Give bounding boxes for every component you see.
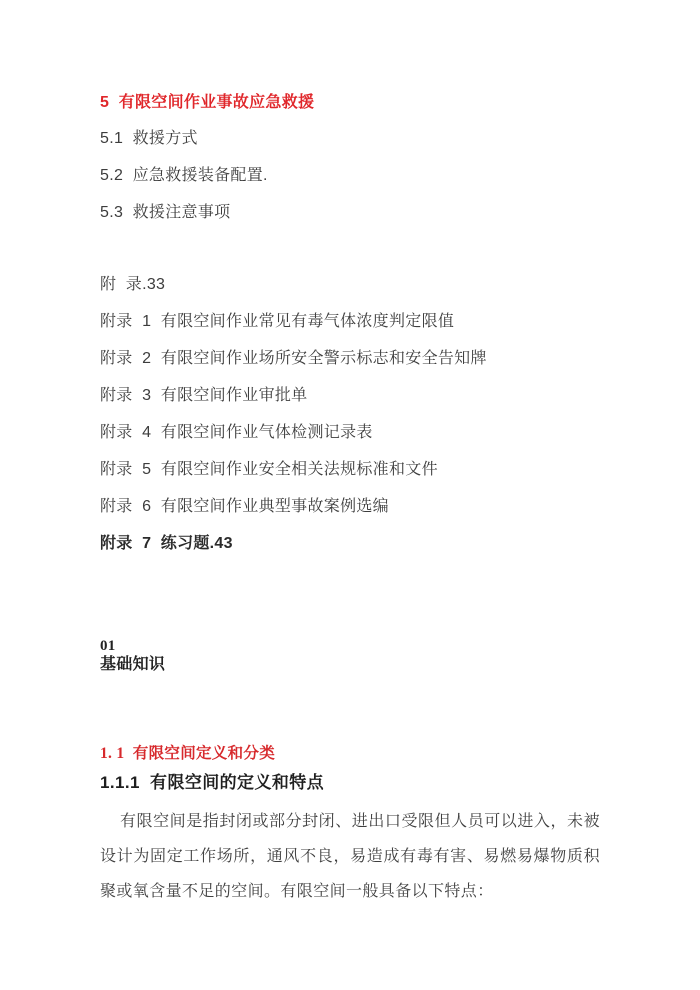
section-5-heading: 5 有限空间作业事故应急救援 <box>100 94 315 111</box>
body-paragraph: 有限空间是指封闭或部分封闭、进出口受限但人员可以进入，未被设计为固定工作场所，通风不良，易造成有毒有害、易燃易爆物质积聚或氧含量不足的空间。有限空间一般具备以下特点： <box>100 813 600 900</box>
toc-item-appendix-3: 附录 3 有限空间作业审批单 <box>100 387 308 404</box>
toc-item-appendix-root: 附 录.33 <box>100 276 166 293</box>
chapter-number: 01 <box>100 638 116 654</box>
toc-item-appendix-4: 附录 4 有限空间作业气体检测记录表 <box>100 424 373 441</box>
section-1-1-heading: 1. 1 有限空间定义和分类 <box>100 745 276 762</box>
toc-item-appendix-5: 附录 5 有限空间作业安全相关法规标准和文件 <box>100 461 438 478</box>
toc-item-appendix-2: 附录 2 有限空间作业场所安全警示标志和安全告知牌 <box>100 350 487 367</box>
subsection-1-1-1-heading: 1.1.1 有限空间的定义和特点 <box>100 773 325 792</box>
toc-item-5-1: 5.1 救援方式 <box>100 130 198 147</box>
toc-item-appendix-1: 附录 1 有限空间作业常见有毒气体浓度判定限值 <box>100 313 455 330</box>
toc-item-5-3: 5.3 救援注意事项 <box>100 204 231 221</box>
toc-item-appendix-7: 附录 7 练习题.43 <box>100 535 233 552</box>
chapter-title: 基础知识 <box>100 656 166 673</box>
toc-item-appendix-6: 附录 6 有限空间作业典型事故案例选编 <box>100 498 389 515</box>
toc-item-5-2: 5.2 应急救援装备配置. <box>100 167 268 184</box>
